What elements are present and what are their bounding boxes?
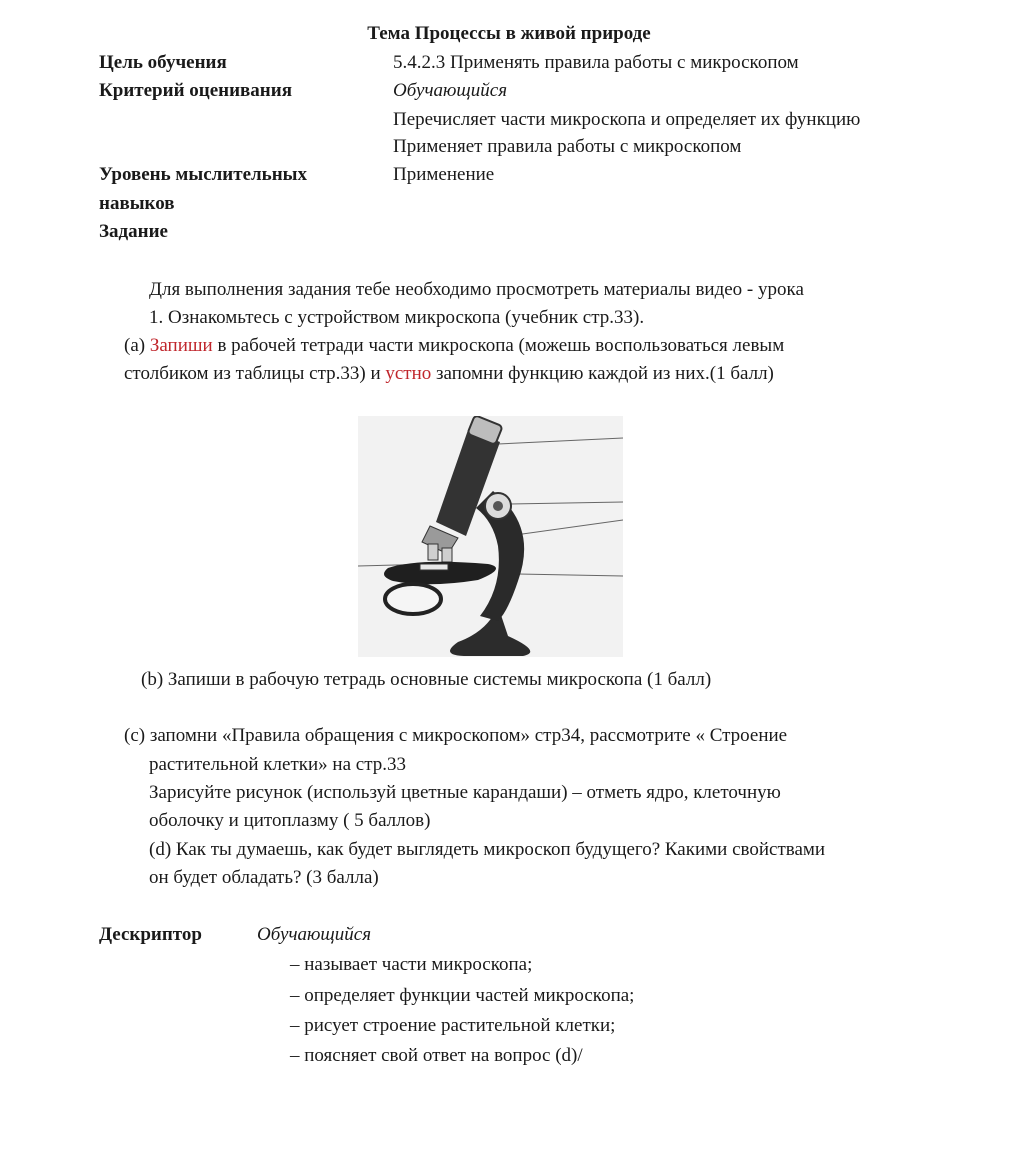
glass-slide: [420, 564, 448, 570]
objective-lens-2: [442, 548, 452, 562]
leader-line-coarse-knob: [510, 502, 623, 504]
task-a-red-write: Запиши: [149, 335, 213, 356]
microscope-drawing: [358, 416, 623, 657]
leader-line-arm: [508, 520, 623, 536]
descriptor-item-3: – рисует строение растительной клетки;: [290, 1015, 616, 1036]
task-label: Задание: [99, 221, 168, 242]
task-intro: Для выполнения задания тебе необходимо просмотреть материалы видео - урока: [149, 279, 804, 300]
descriptor-item-4: – поясняет свой ответ на вопрос (d)/: [290, 1045, 583, 1066]
level-value: Применение: [393, 164, 495, 185]
microscope-image: [358, 416, 623, 657]
task-a-mid: в рабочей тетради части микроскопа (можешь воспользоваться левым: [212, 335, 785, 356]
goal-value: 5.4.2.3 Применять правила работы с микроскопом: [393, 52, 799, 73]
mirror: [385, 584, 441, 614]
task-a-line2-end: запомни функцию каждой из них.(1 балл): [431, 363, 774, 384]
task-a-line2-start: столбиком из таблицы стр.33) и: [124, 363, 386, 384]
task-d-line2: он будет обладать? (3 балла): [149, 867, 379, 888]
criteria-subject: Обучающийся: [393, 80, 508, 101]
leader-line-stage-right: [518, 574, 623, 576]
task-c-line4: оболочку и цитоплазму ( 5 баллов): [149, 810, 431, 831]
criteria-item-2: Применяет правила работы с микроскопом: [393, 136, 742, 157]
task-a-line1: [124, 332, 784, 360]
objective-lens-1: [428, 544, 438, 560]
task-a-line2: [124, 360, 774, 388]
task-d-line1: (d) Как ты думаешь, как будет выглядеть микроскоп будущего? Какими свойствами: [149, 839, 826, 860]
task-a-red-oral: устно: [385, 363, 432, 384]
task-c-line1: (c) запомни «Правила обращения с микроскопом» стр34, рассмотрите « Строение: [124, 725, 788, 746]
nosepiece: [422, 526, 458, 554]
level-label-line1: Уровень мыслительных: [99, 164, 307, 185]
descriptor-subject: Обучающийся: [257, 924, 372, 945]
level-label-line2: навыков: [99, 193, 175, 214]
leader-line-eyepiece: [498, 438, 623, 444]
descriptor-item-1: – называет части микроскопа;: [290, 954, 533, 975]
criteria-label: Критерий оценивания: [99, 80, 292, 101]
task-c-line3: Зарисуйте рисунок (используй цветные карандаши) – отметь ядро, клеточную: [149, 782, 781, 803]
task-step1: 1. Ознакомьтесь с устройством микроскопа (учебник стр.33).: [149, 307, 645, 328]
task-b: (b) Запиши в рабочую тетрадь основные системы микроскопа (1 балл): [141, 669, 712, 690]
focus-knob-center: [493, 501, 503, 511]
descriptor-label: Дескриптор: [99, 924, 202, 945]
task-c-line2: растительной клетки» на стр.33: [149, 754, 406, 775]
goal-label: Цель обучения: [99, 52, 227, 73]
criteria-item-1: Перечисляет части микроскопа и определяет их функцию: [393, 109, 861, 130]
descriptor-item-2: – определяет функции частей микроскопа;: [290, 985, 635, 1006]
task-a-prefix: (a): [124, 335, 150, 356]
page-title: Тема Процессы в живой природе: [367, 23, 651, 44]
